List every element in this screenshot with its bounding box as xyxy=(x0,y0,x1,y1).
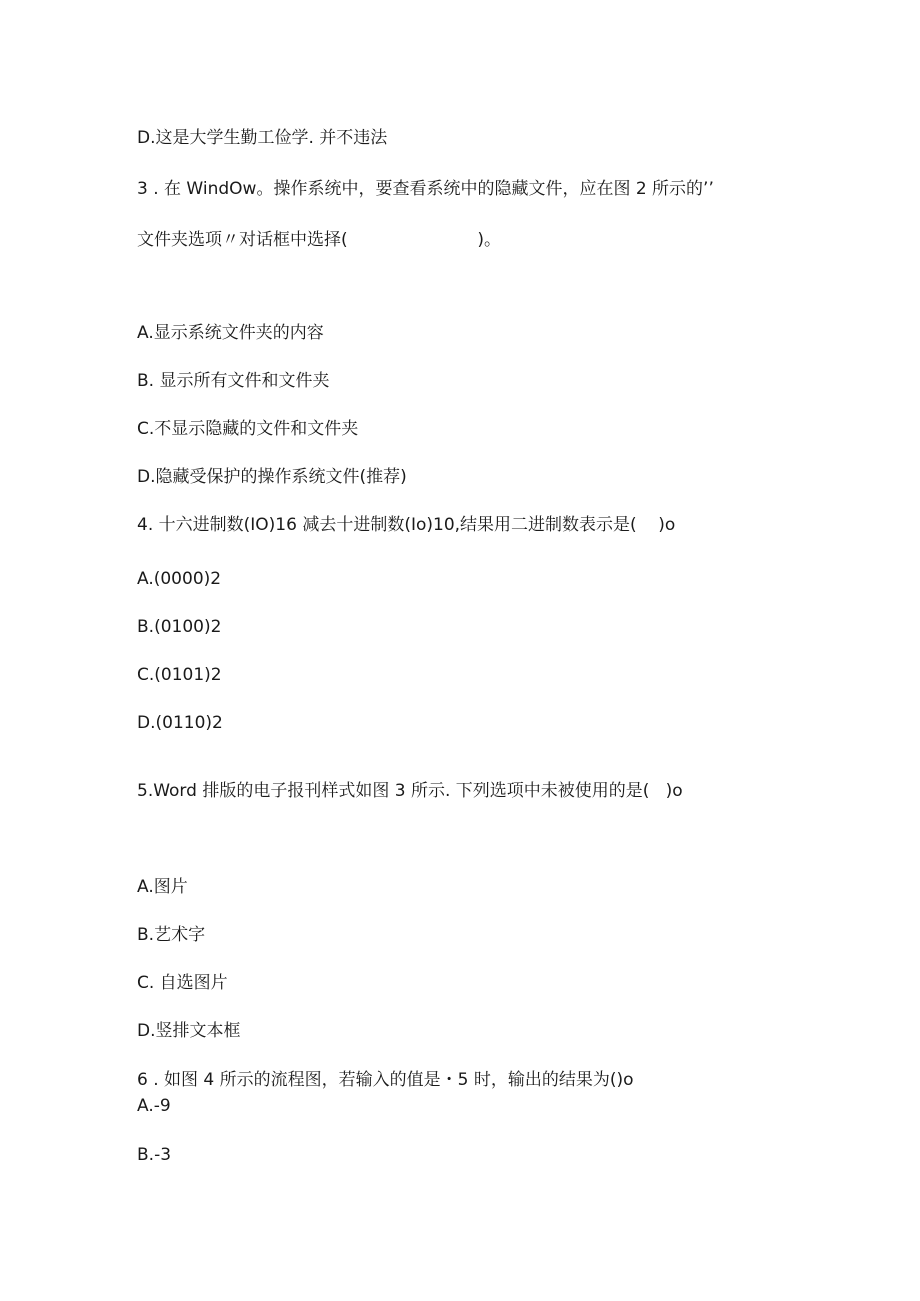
option-b-q6: B.-3 xyxy=(137,1145,172,1165)
question-6-stem: 6 . 如图 4 所示的流程图，若输入的值是・5 时，输出的结果为()o xyxy=(137,1070,634,1090)
option-b-q5: B.艺术字 xyxy=(137,925,206,945)
option-a-q4: A.(0000)2 xyxy=(137,569,222,589)
option-b-q3: B. 显示所有文件和文件夹 xyxy=(137,371,330,391)
question-4-stem: 4. 十六进制数(IO)16 减去十进制数(Io)10,结果用二进制数表示是( )o xyxy=(137,515,676,535)
option-a-q3: A.显示系统文件夹的内容 xyxy=(137,323,324,343)
option-c-q3: C.不显示隐藏的文件和文件夹 xyxy=(137,419,359,439)
option-a-q6: A.-9 xyxy=(137,1096,171,1116)
question-3-stem-cont: 文件夹选项〃对话框中选择( )。 xyxy=(137,230,501,250)
question-3-stem: 3 . 在 WindOw。操作系统中，要查看系统中的隐藏文件，应在图 2 所示的’’ xyxy=(137,179,714,199)
option-b-q4: B.(0100)2 xyxy=(137,617,222,637)
option-d-q4: D.(0110)2 xyxy=(137,713,223,733)
option-c-q4: C.(0101)2 xyxy=(137,665,222,685)
option-c-q5: C. 自选图片 xyxy=(137,973,228,993)
option-a-q5: A.图片 xyxy=(137,877,188,897)
option-d-q2: D.这是大学生勤工俭学. 并不违法 xyxy=(137,128,388,148)
option-d-q3: D.隐藏受保护的操作系统文件(推荐) xyxy=(137,467,407,487)
option-d-q5: D.竖排文本框 xyxy=(137,1021,241,1041)
question-5-stem: 5.Word 排版的电子报刊样式如图 3 所示. 下列选项中未被使用的是( )o xyxy=(137,781,683,801)
